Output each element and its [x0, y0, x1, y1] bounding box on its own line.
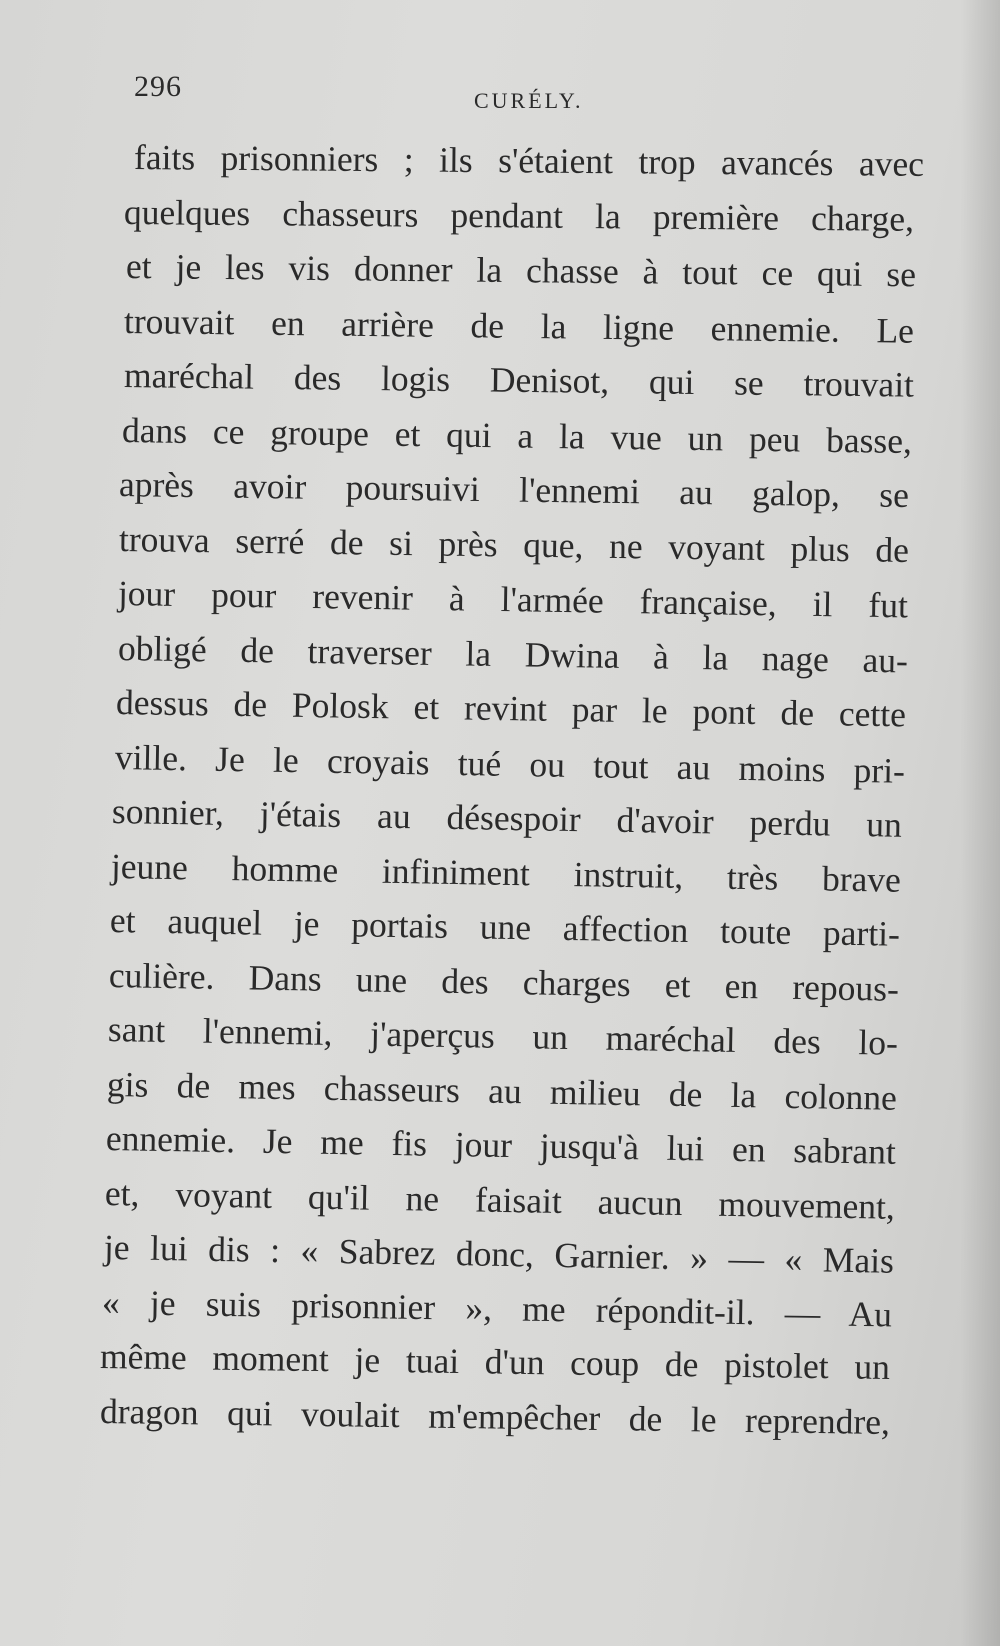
- text-line: quelques chasseurs pendant la première charge,: [123, 191, 915, 239]
- text-line: sant l'ennemi, j'aperçus un maréchal des lo-: [107, 1009, 899, 1063]
- text-line: « je suis prisonnier », me répondit-il. — Au: [101, 1281, 893, 1334]
- body-text: [99, 130, 925, 1442]
- page-edge-shadow: [960, 0, 1000, 1646]
- text-line: après avoir poursuivi l'ennemi au galop, se: [118, 464, 910, 516]
- text-line: je lui dis : « Sabrez donc, Garnier. » — « Mais: [103, 1227, 895, 1281]
- text-line: trouvait en arrière de la ligne ennemie. Le: [123, 300, 915, 351]
- text-line: sonnier, j'étais au désespoir d'avoir perdu un: [111, 791, 903, 845]
- text-line: trouva serré de si près que, ne voyant plus de: [118, 518, 910, 570]
- text-line: jeune homme infiniment instruit, très brave: [110, 845, 902, 900]
- text-line: gis de mes chasseurs au milieu de la colonne: [106, 1063, 898, 1118]
- text-line: même moment je tuai d'un coup de pistolet un: [99, 1336, 891, 1388]
- text-line: et, voyant qu'il ne faisait aucun mouvement,: [104, 1172, 896, 1227]
- text-line: obligé de traverser la Dwina à la nage au-: [117, 627, 909, 680]
- running-head: CURÉLY.: [474, 88, 584, 113]
- page-header: [134, 70, 894, 120]
- text-line: jour pour revenir à l'armée française, il fut: [117, 573, 909, 626]
- text-line: maréchal des logis Denisot, qui se trouvait: [123, 355, 915, 405]
- text-line: et je les vis donner la chasse à tout ce qui se: [125, 246, 917, 295]
- page-number: 296: [134, 70, 182, 103]
- text-line: dragon qui voulait m'empêcher de le reprendre,: [99, 1390, 891, 1442]
- text-line: et auquel je portais une affection toute parti-: [109, 900, 901, 954]
- text-line: ennemie. Je me fis jour jusqu'à lui en sabrant: [105, 1118, 897, 1172]
- text-line: culière. Dans une des charges et en repous-: [108, 954, 900, 1009]
- text-line: dessus de Polosk et revint par le pont de cette: [115, 682, 907, 735]
- text-line: ville. Je le croyais tué ou tout au moins pri-: [114, 736, 906, 791]
- text-line: faits prisonniers ; ils s'étaient trop avancés avec: [133, 137, 925, 184]
- text-line: dans ce groupe et qui a la vue un peu basse,: [121, 409, 913, 461]
